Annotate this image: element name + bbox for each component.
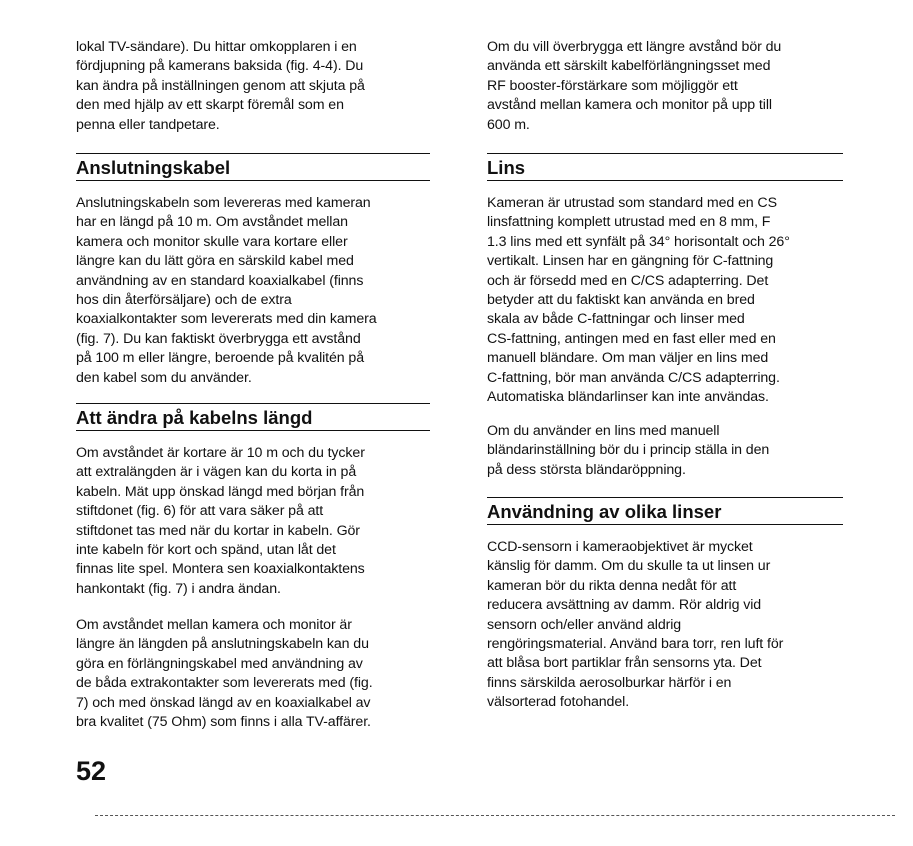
text-line: penna eller tandpetare.: [76, 116, 220, 133]
text-line: (fig. 7). Du kan faktiskt överbrygga ett avstånd: [76, 330, 361, 347]
text-line: stiftdonet (fig. 6) för att vara säker på att: [76, 503, 324, 520]
text-line: 600 m.: [487, 116, 530, 133]
text-line: Om avståndet är kortare är 10 m och du tycker: [76, 445, 365, 461]
text-line: manuell bländare. Om man väljer en lins med: [487, 350, 769, 367]
text-line: CCD-sensorn i kameraobjektivet är mycket: [487, 539, 753, 555]
text-line: koaxialkontakter som levererats med din kamera: [76, 311, 377, 328]
text-line: kamera och monitor skulle vara kortare eller: [76, 233, 348, 250]
text-line: reducera avsättning av damm. Rör aldrig vid: [487, 597, 762, 614]
text-line: stiftdonet tas med när du kortar in kabeln. Gör: [76, 522, 360, 539]
text-line: hos din återförsäljare) och de extra: [76, 292, 292, 309]
text-line: 7) och med önskad längd av en koaxialkabel av: [76, 694, 371, 711]
text-line: känslig för damm. Om du skulle ta ut linsen ur: [487, 558, 771, 575]
text-line: finns särskilda aerosolburkar härför i en: [487, 674, 732, 691]
text-line: Om avståndet mellan kamera och monitor är: [76, 617, 352, 633]
text-line: inte kabeln för kort och spänd, utan låt det: [76, 542, 336, 559]
text-line: RF booster-förstärkare som möjliggör ett: [487, 77, 738, 94]
text-line: kan ändra på inställningen genom att skjuta på: [76, 77, 365, 94]
text-line: bra kvalitet (75 Ohm) som finns i alla TV-affärer.: [76, 714, 371, 731]
text-line: Anslutningskabeln som levereras med kameran: [76, 195, 371, 211]
text-line: användning av en standard koaxialkabel (finns: [76, 272, 364, 289]
text-line: linsfattning komplett utrustad med en 8 mm, F: [487, 214, 771, 231]
text-line: bländarinställning bör du i princip ställa in den: [487, 442, 770, 459]
text-line: på 100 m eller längre, beroende på kvalitén på: [76, 350, 365, 367]
lins-paragraph-1: [487, 194, 790, 407]
lins-paragraph-2: [487, 422, 769, 480]
text-line: 1.3 lins med ett synfält på 34° horisontalt och 26°: [487, 233, 790, 250]
page-number: 52: [76, 756, 107, 786]
text-line: längre kan du lätt göra en särskild kabel med: [76, 253, 354, 270]
text-line: avstånd mellan kamera och monitor på upp till: [487, 97, 772, 114]
right-intro-paragraph: [487, 38, 781, 135]
text-line: fördjupning på kamerans baksida (fig. 4-4). Du: [76, 58, 364, 75]
footer-divider: [95, 815, 895, 816]
text-line: hankontakt (fig. 7) i andra ändan.: [76, 580, 281, 597]
text-line: vertikalt. Linsen har en gängning för C-fattning: [487, 253, 774, 270]
text-line: sensorn och/eller använd aldrig: [487, 616, 682, 633]
text-line: finnas lite spel. Montera sen koaxialkontaktens: [76, 561, 365, 578]
section-heading-lins: [487, 153, 843, 181]
text-line: välsorterad fotohandel.: [487, 694, 630, 711]
section-heading-olika-linser: [487, 497, 843, 525]
text-line: kabeln. Mät upp önskad längd med början från: [76, 483, 365, 500]
text-line: Om du använder en lins med manuell: [487, 423, 720, 439]
text-line: CS-fattning, antingen med en fast eller med en: [487, 330, 776, 347]
text-line: C-fattning, bör man använda C/CS adapterring.: [487, 369, 780, 386]
text-line: betyder att du faktiskt kan använda en bred: [487, 292, 755, 309]
text-line: och är försedd med en C/CS adapterring. Det: [487, 272, 769, 289]
text-line: de båda extrakontakter som levererats med (fig.: [76, 675, 373, 692]
anslutningskabel-paragraph: [76, 194, 377, 388]
text-line: lokal TV-sändare). Du hittar omkopplaren i en: [76, 39, 357, 55]
olika-linser-paragraph: [487, 538, 783, 713]
kabelns-langd-paragraph-2: [76, 616, 373, 732]
text-line: den med hjälp av ett skarpt föremål som en: [76, 97, 344, 114]
text-line: har en längd på 10 m. Om avståndet mellan: [76, 214, 348, 231]
heading-text: Användning av olika linser: [487, 501, 722, 522]
kabelns-langd-paragraph-1: [76, 444, 365, 599]
heading-text: Anslutningskabel: [76, 157, 231, 178]
text-line: Kameran är utrustad som standard med en CS: [487, 195, 777, 211]
text-line: att extralängden är i vägen kan du korta in på: [76, 464, 357, 481]
text-line: Automatiska bländarlinser kan inte användas.: [487, 389, 769, 406]
text-line: att blåsa bort partiklar från sensorns yta. Det: [487, 655, 762, 672]
heading-text: Lins: [487, 157, 526, 178]
text-line: längre än längden på anslutningskabeln kan du: [76, 636, 369, 653]
text-line: på dess största bländaröppning.: [487, 461, 686, 478]
text-line: göra en förlängningskabel med användning av: [76, 655, 363, 672]
left-intro-paragraph: [76, 38, 365, 135]
text-line: rengöringsmaterial. Använd bara torr, ren luft för: [487, 636, 784, 653]
text-line: skala av både C-fattningar och linser med: [487, 311, 745, 328]
text-line: Om du vill överbrygga ett längre avstånd bör du: [487, 39, 782, 55]
text-line: kameran bör du rikta denna nedåt för att: [487, 577, 737, 594]
text-line: använda ett särskilt kabelförlängningsset med: [487, 58, 771, 75]
text-line: den kabel som du använder.: [76, 369, 252, 386]
section-heading-anslutningskabel: [76, 153, 430, 181]
section-heading-kabelns-langd: [76, 403, 430, 431]
heading-text: Att ändra på kabelns längd: [76, 407, 313, 428]
